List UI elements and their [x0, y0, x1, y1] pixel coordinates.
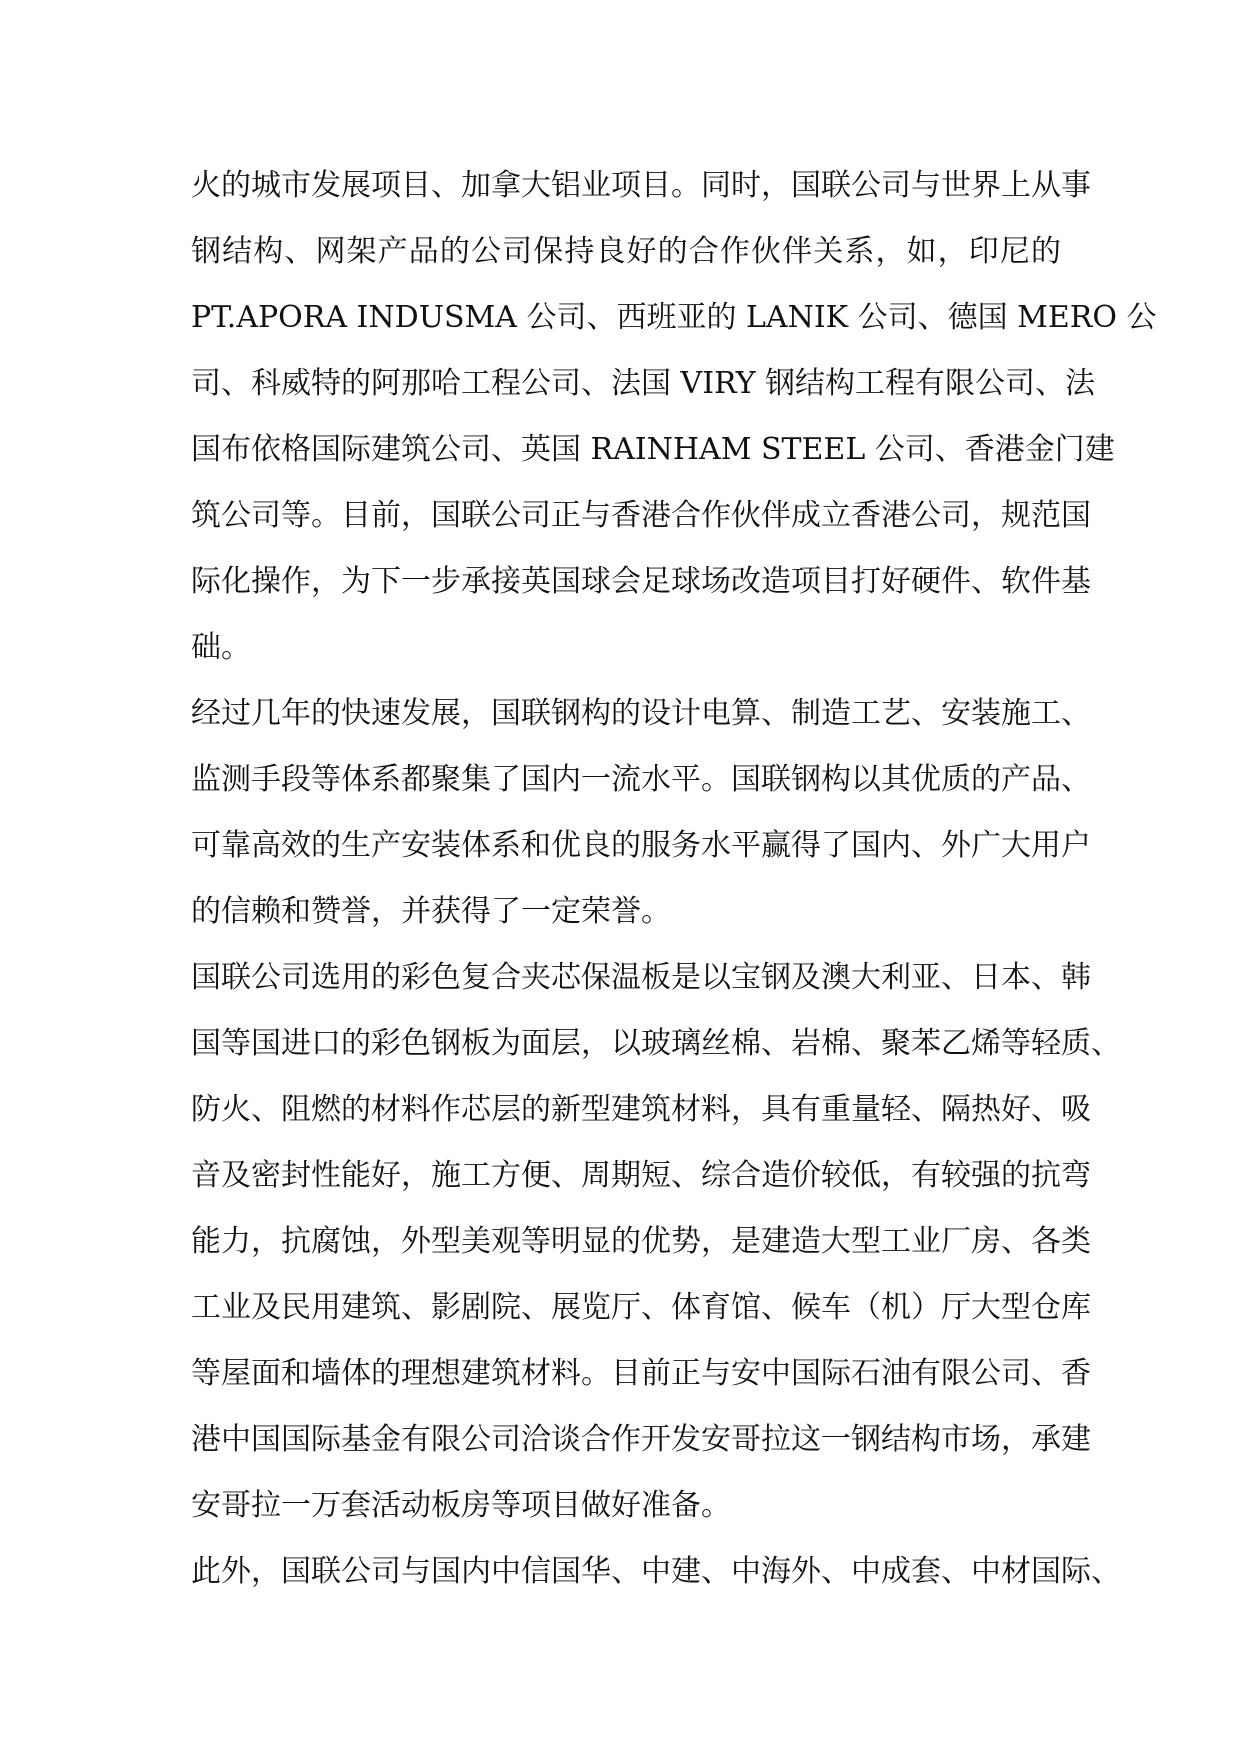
- text-line: 国等国进口的彩色钢板为面层，以玻璃丝棉、岩棉、聚苯乙烯等轻质、: [191, 1026, 1121, 1061]
- text-line: 音及密封性能好，施工方便、周期短、综合造价较低，有较强的抗弯: [191, 1158, 1091, 1193]
- text-line: 国联公司选用的彩色复合夹芯保温板是以宝钢及澳大利亚、日本、韩: [191, 960, 1091, 995]
- text-line: PT.APORA INDUSMA 公司、西班亚的 LANIK 公司、德国 MERO 公: [191, 300, 1157, 335]
- text-line: 监测手段等体系都聚集了国内一流水平。国联钢构以其优质的产品、: [191, 762, 1091, 797]
- text-line: 础。: [191, 630, 251, 665]
- text-line: 可靠高效的生产安装体系和优良的服务水平赢得了国内、外广大用户: [191, 828, 1091, 863]
- text-line: 等屋面和墙体的理想建筑材料。目前正与安中国际石油有限公司、香: [191, 1356, 1091, 1391]
- text-line: 此外，国联公司与国内中信国华、中建、中海外、中成套、中材国际、: [191, 1554, 1121, 1589]
- text-line: 国布依格国际建筑公司、英国 RAINHAM STEEL 公司、香港金门建: [191, 432, 1115, 467]
- text-line: 经过几年的快速发展，国联钢构的设计电算、制造工艺、安装施工、: [191, 696, 1091, 731]
- paragraph-1: [191, 160, 1157, 688]
- text-line: 防火、阻燃的材料作芯层的新型建筑材料，具有重量轻、隔热好、吸: [191, 1092, 1091, 1127]
- body-text: [191, 160, 1157, 1612]
- text-line: 钢结构、网架产品的公司保持良好的合作伙伴关系，如，印尼的: [191, 234, 1061, 269]
- text-line: 的信赖和赞誉，并获得了一定荣誉。: [191, 894, 671, 929]
- text-line: 司、科威特的阿那哈工程公司、法国 VIRY 钢结构工程有限公司、法: [191, 366, 1096, 401]
- text-line: 筑公司等。目前，国联公司正与香港合作伙伴成立香港公司，规范国: [191, 498, 1091, 533]
- paragraph-3: [191, 952, 1121, 1546]
- text-line: 工业及民用建筑、影剧院、展览厅、体育馆、候车（机）厅大型仓库: [191, 1290, 1091, 1325]
- text-line: 火的城市发展项目、加拿大铝业项目。同时，国联公司与世界上从事: [191, 168, 1091, 203]
- paragraph-4: [191, 1546, 1121, 1612]
- text-line: 能力，抗腐蚀，外型美观等明显的优势，是建造大型工业厂房、各类: [191, 1224, 1091, 1259]
- paragraph-2: [191, 688, 1091, 952]
- text-line: 港中国国际基金有限公司洽谈合作开发安哥拉这一钢结构市场，承建: [191, 1422, 1091, 1457]
- text-line: 际化操作，为下一步承接英国球会足球场改造项目打好硬件、软件基: [191, 564, 1091, 599]
- text-line: 安哥拉一万套活动板房等项目做好准备。: [191, 1488, 731, 1523]
